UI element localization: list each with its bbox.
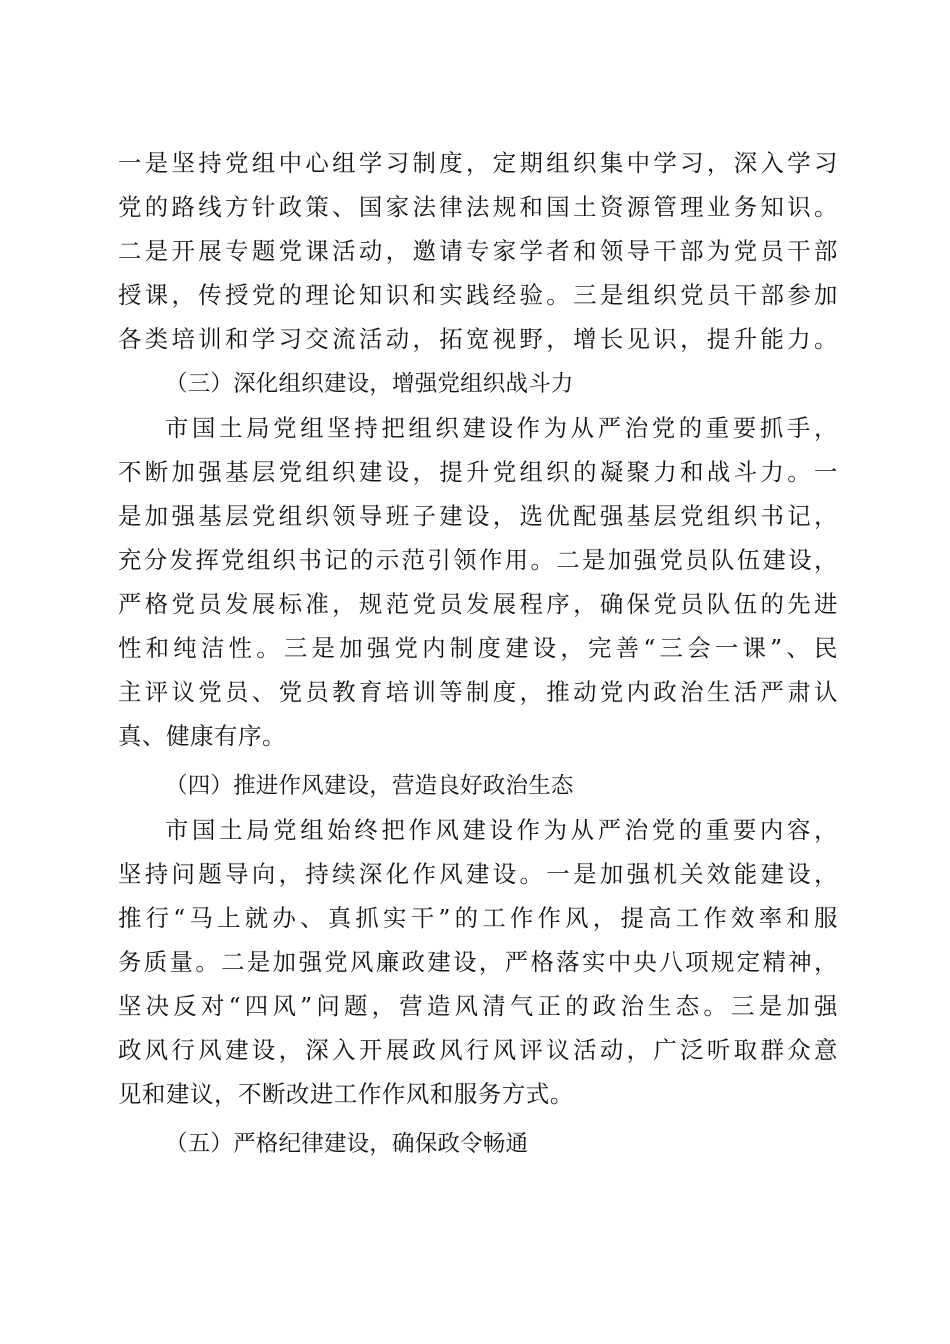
paragraph-line: 推行“马上就办、真抓实干”的工作作风，提高工作效率和服 [118,904,838,932]
paragraph-line: 政风行风建设，深入开展政风行风评议活动，广泛听取群众意 [118,1036,838,1064]
paragraph-line: 务质量。二是加强党风廉政建设，严格落实中央八项规定精神， [118,948,838,976]
section-heading-5: （五）严格纪律建设，确保政令畅通 [165,1131,529,1157]
paragraph-line: 授课，传授党的理论知识和实践经验。三是组织党员干部参加 [118,281,838,309]
paragraph-line: 充分发挥党组织书记的示范引领作用。二是加强党员队伍建设， [118,546,838,574]
paragraph-line: 严格党员发展标准，规范党员发展程序，确保党员队伍的先进 [118,590,838,618]
paragraph-line: 市国土局党组坚持把组织建设作为从严治党的重要抓手， [165,414,838,442]
paragraph-line: 真、健康有序。 [118,722,286,750]
paragraph-line: 主评议党员、党员教育培训等制度，推动党内政治生活严肃认 [118,678,838,706]
paragraph-line: 市国土局党组始终把作风建设作为从严治党的重要内容， [165,816,838,844]
section-heading-3: （三）深化组织建设，增强党组织战斗力 [165,371,574,397]
paragraph-line: 党的路线方针政策、国家法律法规和国土资源管理业务知识。 [118,193,838,221]
paragraph-line: 各类培训和学习交流活动，拓宽视野，增长见识，提升能力。 [118,325,838,353]
section-heading-4: （四）推进作风建设，营造良好政治生态 [165,773,574,799]
paragraph-line: 是加强基层党组织领导班子建设，选优配强基层党组织书记， [118,502,838,530]
paragraph-line: 见和建议，不断改进工作作风和服务方式。 [118,1080,574,1108]
paragraph-line: 坚持问题导向，持续深化作风建设。一是加强机关效能建设， [118,860,838,888]
paragraph-line: 性和纯洁性。三是加强党内制度建设，完善“三会一课”、民 [118,634,838,662]
paragraph-line: 坚决反对“四风”问题，营造风清气正的政治生态。三是加强 [118,992,838,1020]
paragraph-line: 不断加强基层党组织建设，提升党组织的凝聚力和战斗力。一 [118,458,838,486]
paragraph-line: 二是开展专题党课活动，邀请专家学者和领导干部为党员干部 [118,237,838,265]
paragraph-line: 一是坚持党组中心组学习制度，定期组织集中学习，深入学习 [118,149,838,177]
